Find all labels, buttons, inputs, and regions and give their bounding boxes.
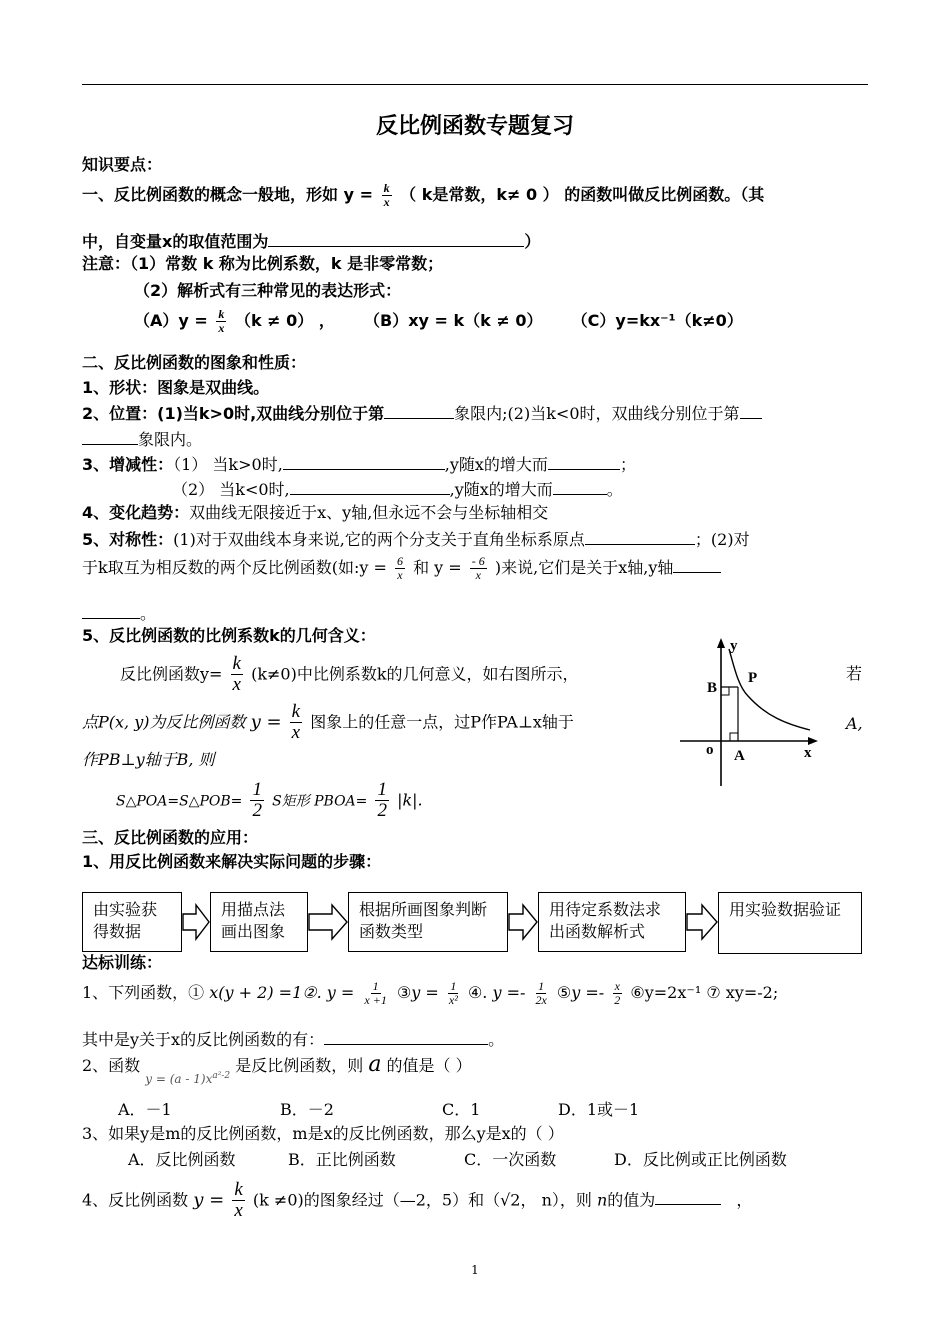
monotonic-item-2: （2） 当k<0时, ,y随x的增大而 。: [172, 480, 623, 499]
label-y: y: [730, 638, 738, 654]
position-item-cont: 象限内。: [82, 430, 202, 448]
one-over-x-plus-one-fraction: $\frac{1}{x +1}$: [364, 979, 387, 1007]
option-c[interactable]: C．一次函数: [464, 1150, 557, 1169]
y-axis-arrow: [717, 638, 725, 648]
one-over-x-squared-fraction: $\frac{1}{\text{x²}}$: [448, 979, 458, 1007]
label-p: P: [748, 670, 758, 686]
label-a: A: [734, 748, 745, 764]
question-1: 1、下列函数，① x(y + 2) =1②. y = $\frac{1}{x +1}$ ③y = $\frac{1}{\text{x²}}$ ④. y =- $\frac{1}{2x}$ ⑤y =- $\frac{x}{2}$ ⑥y=2x⁻¹ ⑦ xy=-2;: [82, 979, 779, 1007]
flow-arrow-3: [508, 902, 538, 942]
section-3-heading: 三、反比例函数的应用：: [82, 828, 259, 847]
label-x: x: [804, 745, 812, 761]
answer-blank[interactable]: [82, 604, 140, 619]
flow-arrow-2: [308, 902, 348, 942]
answer-blank[interactable]: [283, 455, 445, 470]
x-axis-arrow: [808, 737, 818, 745]
k-over-x-fraction: $\frac{k}{x}$: [218, 307, 225, 335]
concept-line-1: 一、反比例函数的概念一般地，形如 y = $\frac{k}{x}$ （ k是常数，k≠ 0 ） 的函数叫做反比例函数。（其: [82, 181, 765, 209]
option-d[interactable]: D．1或－1: [558, 1100, 640, 1119]
flow-step-1: 由实验获得数据: [82, 892, 182, 952]
question-2: 2、函数 $_{y = (a - 1)x^{a^2-2}}$ 是反比例函数，则 a 的值是（ ）: [82, 1052, 472, 1086]
steps-intro: 1、用反比例函数来解决实际问题的步骤：: [82, 852, 382, 871]
flow-step-3: 根据所画图象判断函数类型: [348, 892, 508, 952]
question-3-options: [128, 1152, 787, 1168]
geometry-line-1: 反比例函数y= $\frac{k}{x}$ (k≠0)中比例系数k的几何意义，如右图所示，: [120, 653, 579, 695]
note-forms: （A）y = $\frac{k}{x}$ （k ≠ 0） ， （B）xy = k（k ≠ 0） （C）y=kx⁻¹（k≠0）: [134, 307, 743, 335]
right-angle-mark-b: [721, 687, 729, 695]
geometry-line-2-end: A,: [846, 714, 863, 733]
concept-line-2: 中，自变量x的取值范围为 ）: [82, 232, 541, 251]
answer-blank[interactable]: [548, 455, 620, 470]
symmetry-item-end: 。: [82, 604, 156, 622]
k-over-x-fraction: $\frac{k}{x}$: [291, 701, 301, 743]
page-title: 反比例函数专题复习: [375, 114, 574, 139]
option-c[interactable]: C．1: [442, 1100, 481, 1119]
hyperbola-diagram: [676, 636, 826, 792]
note-2: （2）解析式有三种常见的表达形式：: [134, 281, 402, 300]
option-b[interactable]: B．－2: [280, 1100, 334, 1119]
symmetry-item: 5、对称性：(1)对于双曲线本身来说,它的两个分支关于直角坐标系原点 ；(2)对: [82, 530, 750, 549]
section-knowledge: 知识要点：: [82, 155, 163, 174]
right-angle-mark-a: [730, 733, 738, 741]
section-2-heading: 二、反比例函数的图象和性质：: [82, 353, 307, 372]
x-over-2-fraction: $\frac{x}{2}$: [614, 979, 621, 1007]
page-number: 1: [471, 1263, 479, 1277]
geometry-line-3: 作PB⊥y轴于B, 则: [82, 750, 215, 769]
question-3: 3、如果y是m的反比例函数，m是x的反比例函数，那么y是x的（ ）: [82, 1124, 564, 1143]
option-a[interactable]: A．反比例函数: [128, 1150, 236, 1169]
label-b: B: [707, 680, 718, 696]
answer-blank[interactable]: [740, 404, 762, 419]
answer-blank[interactable]: [553, 480, 607, 495]
q2-expression: y = (a - 1)xa²-2: [145, 1071, 231, 1086]
label-o: o: [706, 742, 714, 758]
answer-blank[interactable]: [585, 530, 695, 545]
option-a[interactable]: A．－1: [118, 1100, 172, 1119]
note-1: 注意：（1）常数 k 称为比例系数，k 是非零常数；: [82, 254, 444, 273]
monotonic-item-1: 3、增减性：（1） 当k>0时, ,y随x的增大而 ；: [82, 455, 636, 474]
question-2-options: [118, 1102, 639, 1118]
flow-step-2: 用描点法画出图象: [210, 892, 308, 952]
geometry-line-2: 点P(x, y)为反比例函数 y = $\frac{k}{x}$ 图象上的任意一点，过P作PA⊥x轴于: [82, 701, 574, 743]
question-4: 4、反比例函数 y = $\frac{k}{x}$ (k ≠0)的图象经过（—2，5）和（√2， n），则 n的值为 ，: [82, 1179, 753, 1221]
answer-blank[interactable]: [82, 430, 138, 445]
answer-blank[interactable]: [324, 1030, 488, 1045]
neg-six-over-x-fraction: $\frac{- 6}{x}$: [471, 554, 485, 582]
answer-blank[interactable]: [268, 232, 524, 247]
flow-step-5: 用实验数据验证: [718, 892, 862, 954]
flow-arrow-4: [686, 902, 718, 942]
one-half-fraction: $\frac{1}{2}$: [377, 779, 387, 821]
hyperbola-curve: [729, 649, 810, 730]
six-over-x-fraction: $\frac{6}{x}$: [396, 554, 403, 582]
question-1-line-2: 其中是y关于x的反比例函数的有： 。: [82, 1030, 505, 1049]
geometry-heading: 5、反比例函数的比例系数k的几何含义：: [82, 626, 376, 645]
practice-heading: 达标训练：: [82, 953, 163, 972]
geometry-area-formula: S△POA=S△POB= $\frac{1}{2}$ S矩形 PBOA= $\frac{1}{2}$ |k|.: [116, 779, 423, 821]
answer-blank[interactable]: [384, 404, 454, 419]
option-b[interactable]: B．正比例函数: [288, 1150, 396, 1169]
position-item: 2、位置：(1)当k>0时,双曲线分别位于第 象限内;(2)当k<0时，双曲线分别位于第: [82, 404, 762, 422]
k-over-x-fraction: $\frac{k}{x}$: [232, 653, 241, 695]
answer-blank[interactable]: [290, 480, 450, 495]
answer-blank[interactable]: [673, 558, 721, 573]
flow-arrow-1: [182, 902, 210, 942]
symmetry-item-cont: 于k取互为相反数的两个反比例函数(如:y = $\frac{6}{x}$ 和 y = $\frac{- 6}{x}$ )来说,它们是关于x轴,y轴: [82, 555, 721, 582]
k-over-x-fraction: $\frac{k}{x}$: [383, 181, 390, 209]
shape-item: 1、形状：图象是双曲线。: [82, 378, 270, 397]
trend-item: 4、变化趋势：双曲线无限接近于x、y轴,但永远不会与坐标轴相交: [82, 503, 549, 522]
option-d[interactable]: D．反比例或正比例函数: [614, 1150, 787, 1169]
geometry-line-1-end: 若: [846, 664, 863, 683]
k-over-x-fraction: $\frac{k}{x}$: [234, 1179, 243, 1221]
flow-step-4: 用待定系数法求出函数解析式: [538, 892, 686, 952]
one-half-fraction: $\frac{1}{2}$: [252, 779, 262, 821]
top-rule: [82, 84, 868, 85]
answer-blank[interactable]: [655, 1190, 721, 1205]
one-over-2x-fraction: $\frac{1}{2x}$: [535, 979, 547, 1007]
